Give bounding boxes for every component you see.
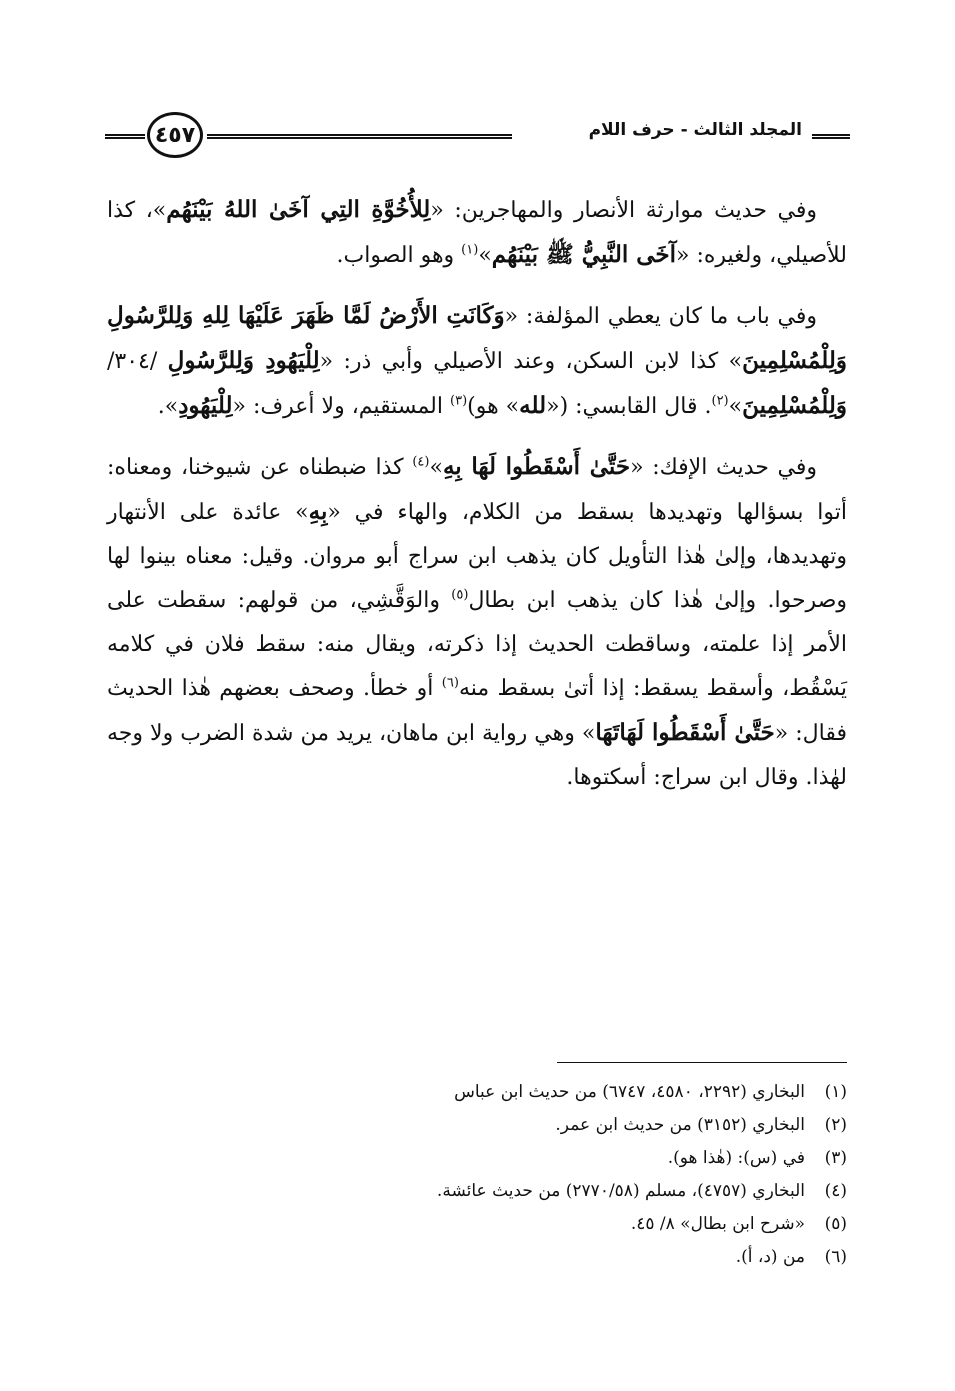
text-span: »، كذا للأصيلي، ولغيره: « [107, 198, 847, 268]
paragraph-2 [107, 294, 847, 429]
text-span: » [429, 455, 443, 480]
header-rule-left [105, 134, 145, 139]
quoted-word: بِهِ [308, 498, 328, 525]
main-text [107, 188, 847, 816]
footnote [107, 1109, 847, 1142]
quran-quote: وَكَانَتِ الأَرْضُ لَمَّا ظَهَرَ عَلَيْهَا لِلهِ وَلِلرَّسُولِ وَلِلْمُسْلِمِينَ [107, 302, 848, 374]
text-span: » [728, 394, 743, 419]
quran-quote: وَلِلْمُسْلِمِينَ [742, 392, 847, 419]
header-rule-middle [207, 134, 512, 139]
text-span: وفي حديث الإفك: « [630, 455, 817, 480]
footnote-text: البخاري (٤٧٥٧)، مسلم (٢٧٧٠/٥٨) من حديث عائشة. [436, 1181, 805, 1201]
footnote-number: (٥) [824, 1214, 847, 1234]
footnote-number: (٦) [824, 1247, 847, 1267]
text-span: » وهي رواية ابن ماهان، يريد من شدة الضرب ولا وجه لهٰذا. وقال ابن سراج: أسكتوها. [107, 721, 847, 790]
text-span: » عائدة على الأنتهار وتهديدها، وإلىٰ هٰذا التأويل كان يذهب ابن سراج أبو مروان. وقيل: معناه بينوا لها وصرحوا. وإلىٰ هٰذا كان يذهب ابن بطال [107, 500, 847, 613]
footnote-ref: (٦) [441, 675, 459, 691]
running-title: المجلد الثالث - حرف اللام [588, 120, 802, 140]
footnote-text: البخاري (٢٢٩٢، ٤٥٨٠، ٦٧٤٧) من حديث ابن عباس [454, 1082, 805, 1102]
footnote-ref: (١) [461, 242, 479, 258]
footnote-number: (٣) [824, 1148, 847, 1168]
text-span: المستقيم، ولا أعرف: « [232, 394, 450, 419]
footnote-separator [557, 1062, 847, 1063]
text-span: ». [157, 394, 179, 419]
footnote-ref: (٤) [412, 454, 430, 470]
footnote-number: (٢) [824, 1115, 847, 1135]
text-span: » هو) [467, 394, 520, 419]
footnote [107, 1241, 847, 1274]
footnote-number: (١) [824, 1082, 847, 1102]
footnote [107, 1142, 847, 1175]
footnote-text: «شرح ابن بطال» ٨/ ٤٥. [630, 1214, 805, 1234]
footnote-ref: (٥) [451, 587, 469, 603]
text-span: وفي باب ما كان يعطي المؤلفة: « [504, 304, 817, 329]
quoted-word: لله [519, 392, 547, 419]
text-span: » كذا لابن السكن، وعند الأصيلي وأبي ذر: « [319, 349, 743, 374]
page-number: ٤٥٧ [147, 112, 203, 158]
hadith-quote: آخَى النَّبِيُّ ﷺ بَيْنَهُم [491, 241, 677, 268]
text-span: وهو الصواب. [336, 243, 462, 268]
footnote [107, 1076, 847, 1109]
footnote-text: في (س): (هٰذا هو). [667, 1148, 805, 1168]
text-span: أو خطأ. وصحف بعضهم هٰذا الحديث فقال: « [107, 676, 847, 746]
quran-quote: لِلْيَهُودِ وَلِلرَّسُولِ [167, 347, 320, 374]
footnote-number: (٤) [824, 1181, 847, 1201]
footnote [107, 1175, 847, 1208]
text-span: والوَقَّشِي، من قولهم: سقطت على الأمر إذا علمته، وساقطت الحديث إذا ذكرته، ويقال منه: سقط فلان في كلامه يَسْقُط، وأسقط يسقط: إذا أتىٰ بسقط منه [107, 588, 848, 701]
footnote-ref: (٣) [450, 393, 468, 409]
hadith-quote: حَتَّىٰ أَسْقَطُوا لَهَا بِهِ [442, 453, 631, 480]
footnote-text: البخاري (٣١٥٢) من حديث ابن عمر. [555, 1115, 805, 1135]
header-rule-right [812, 134, 850, 139]
text-span: كذا ضبطناه عن شيوخنا، ومعناه: أتوا بسؤالها وتهديدها بسقط من الكلام، والهاء في « [107, 455, 848, 525]
paragraph-3 [107, 445, 847, 800]
hadith-quote: حَتَّىٰ أَسْقَطُوا لَهَاتَهَا [595, 719, 775, 746]
paragraph-1 [107, 188, 847, 278]
page-header [105, 108, 850, 168]
footnote-ref: (٢) [711, 393, 729, 409]
text-span: /٣٠٤/ [107, 349, 168, 374]
hadith-quote: لِلأُخُوَّةِ التِي آخَىٰ اللهُ بَيْنَهُم [166, 196, 431, 223]
text-span: » [478, 243, 492, 268]
footnotes-list [107, 1076, 847, 1274]
footnote [107, 1208, 847, 1241]
footnote-text: من (د، أ). [735, 1247, 805, 1267]
text-span: وفي حديث موارثة الأنصار والمهاجرين: « [430, 198, 817, 223]
quoted-word: لِلْيَهُودِ [178, 392, 233, 419]
text-span: . قال القابسي: (« [546, 394, 712, 419]
